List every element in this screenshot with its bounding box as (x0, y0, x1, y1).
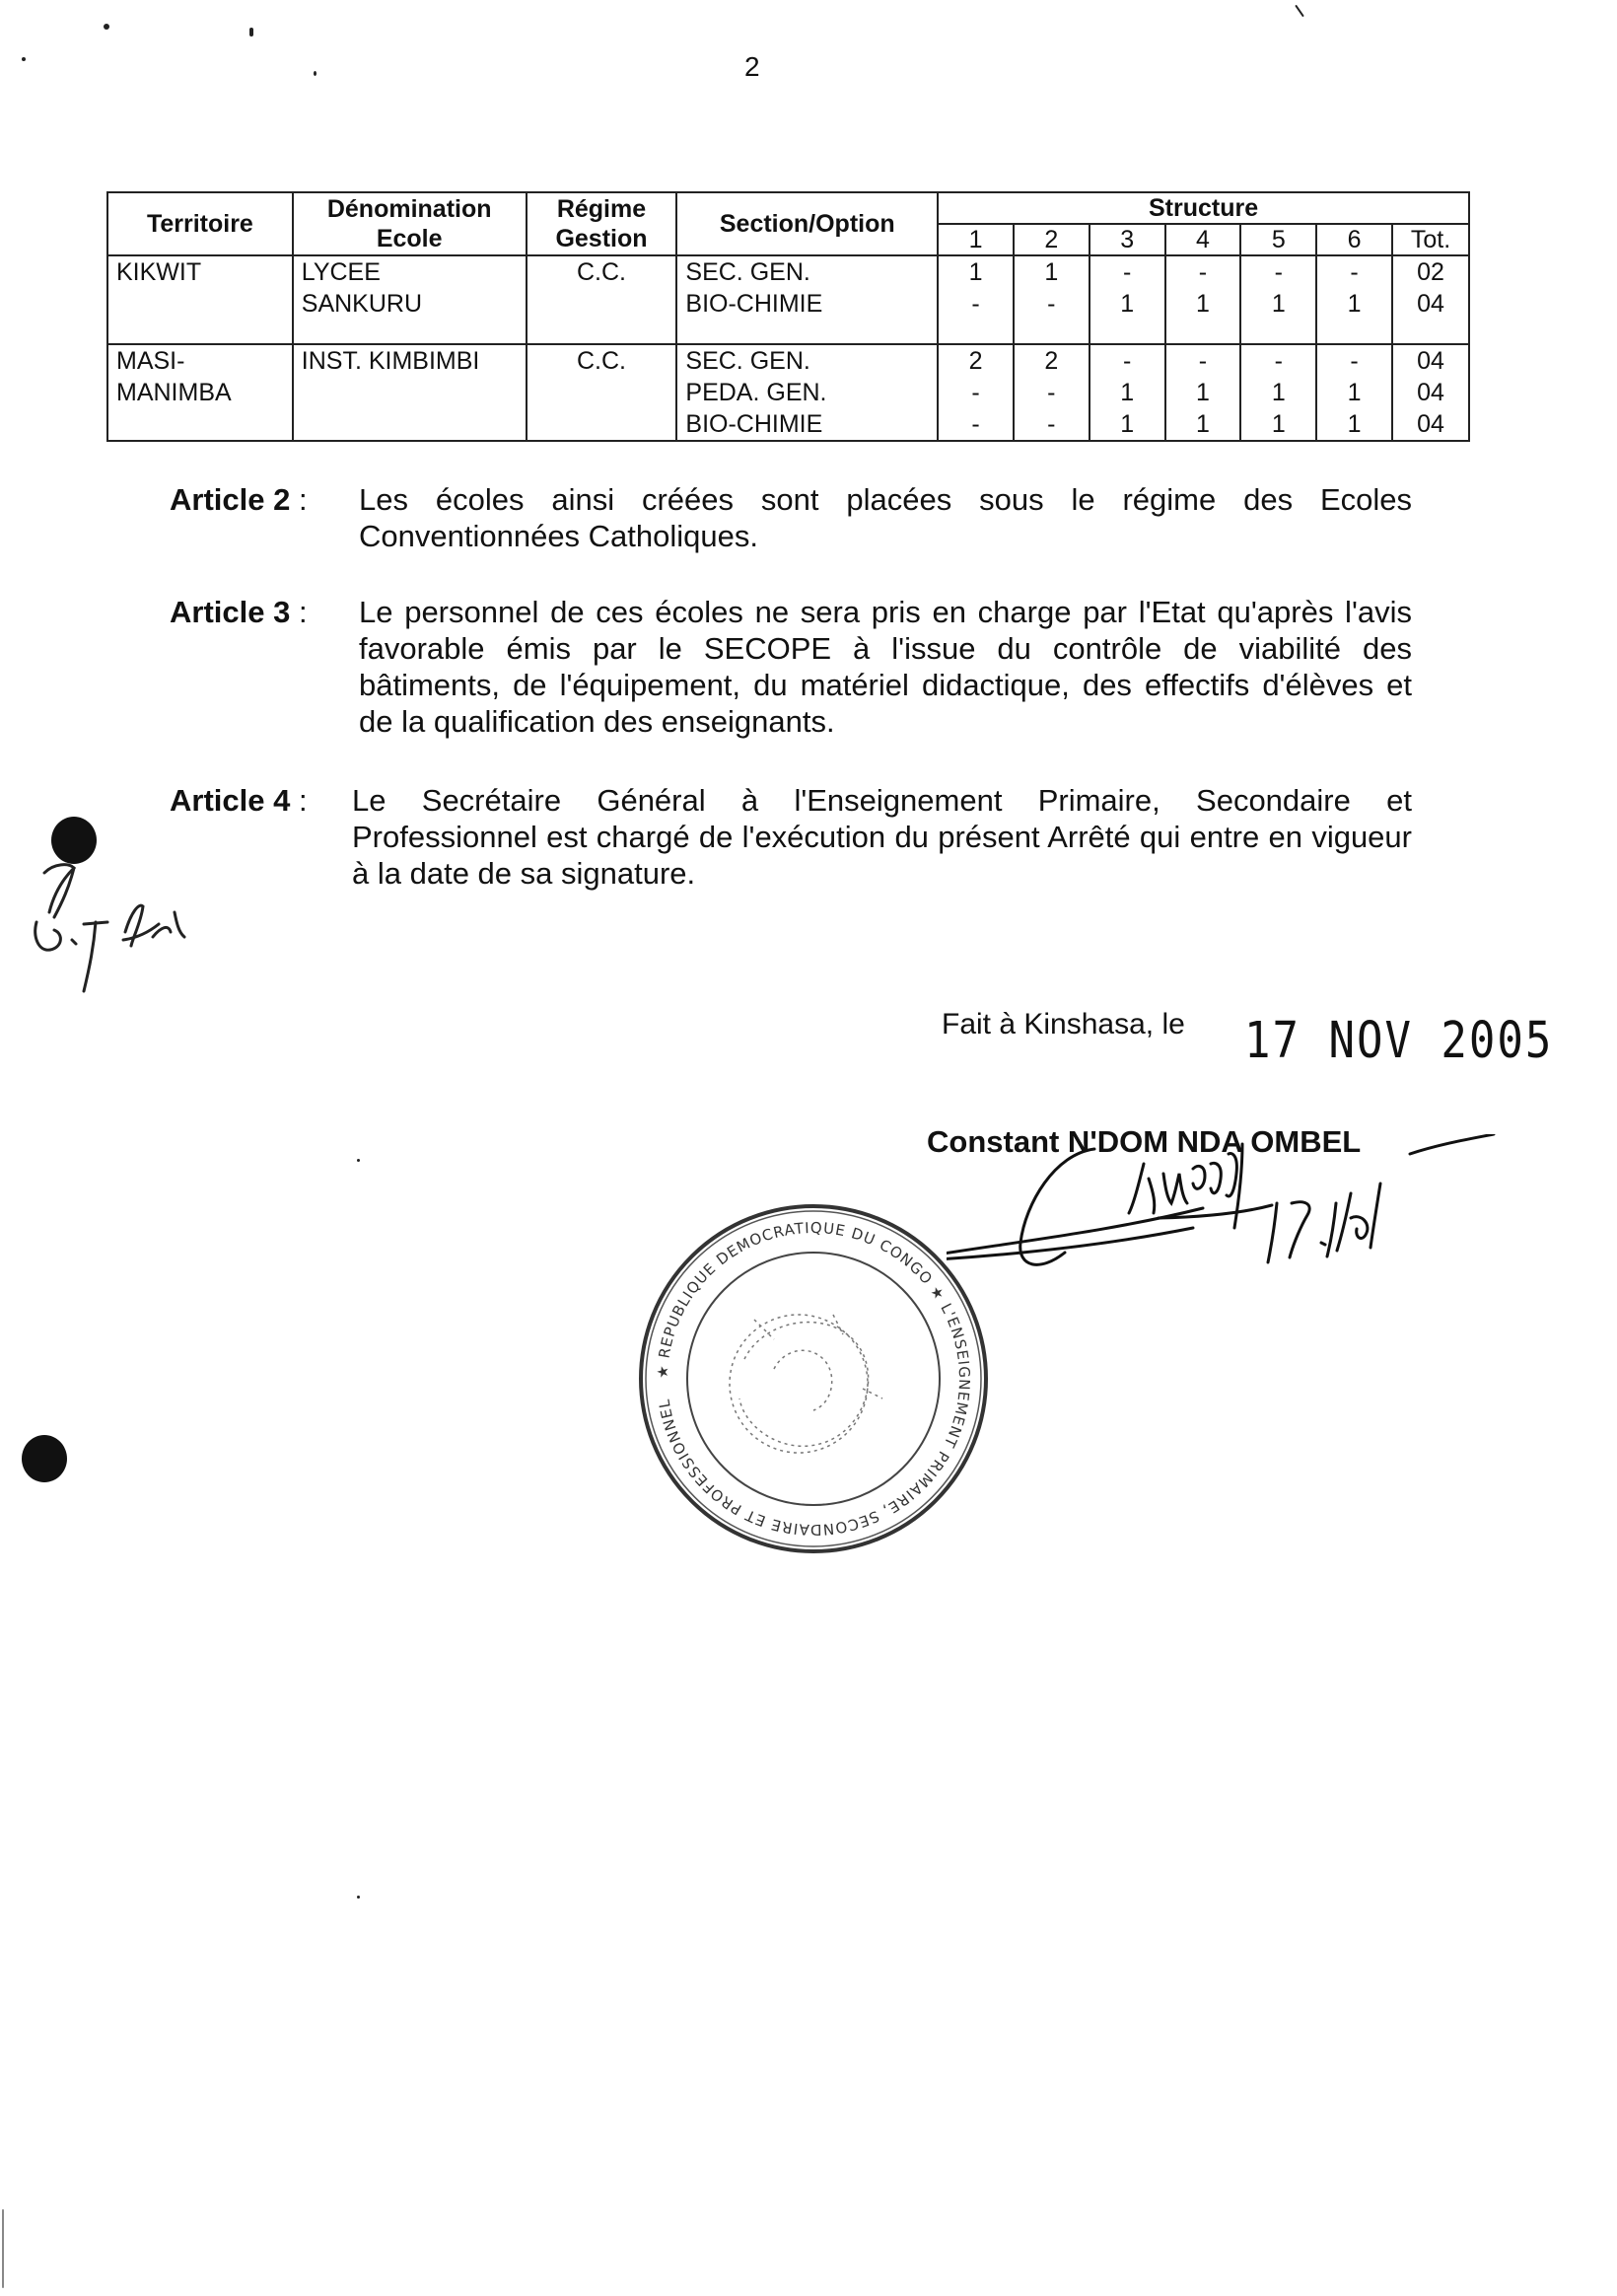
scan-speck (104, 24, 109, 30)
header-col-5: 5 (1240, 224, 1316, 255)
table-row-kikwit (107, 255, 1469, 344)
cell-sections: SEC. GEN. PEDA. GEN. BIO-CHIMIE (676, 344, 938, 441)
cell-structure-total: 04 04 04 (1392, 344, 1469, 441)
header-col-6: 6 (1316, 224, 1392, 255)
cell-structure-1: 2 - - (938, 344, 1014, 441)
cell-sections: SEC. GEN. BIO-CHIMIE (676, 255, 938, 344)
scan-speck (314, 71, 316, 76)
header-denomination: Dénomination Ecole (293, 192, 527, 255)
punch-hole-bottom (22, 1435, 67, 1482)
header-territoire: Territoire (107, 192, 293, 255)
cell-structure-4: - 1 (1165, 255, 1241, 344)
page-number: 2 (744, 51, 760, 82)
header-section: Section/Option (676, 192, 938, 255)
cell-structure-total: 02 04 (1392, 255, 1469, 344)
svg-text:★ REPUBLIQUE DEMOCRATIQUE DU C (654, 1219, 973, 1539)
scan-speck (249, 28, 253, 36)
cell-structure-3: - 1 (1090, 255, 1165, 344)
handwritten-signature (947, 1134, 1499, 1312)
cell-regime: C.C. (527, 344, 677, 441)
cell-regime: C.C. (527, 255, 677, 344)
cell-structure-2: 2 - - (1014, 344, 1090, 441)
scan-speck (1295, 5, 1304, 18)
cell-ecole: INST. KIMBIMBI (293, 344, 527, 441)
header-regime: Régime Gestion (527, 192, 677, 255)
header-col-3: 3 (1090, 224, 1165, 255)
cell-structure-6: - 1 1 (1316, 344, 1392, 441)
official-seal (636, 1201, 991, 1556)
cell-territoire: KIKWIT (107, 255, 293, 344)
cell-structure-5: - 1 (1240, 255, 1316, 344)
cell-ecole: LYCEE SANKURU (293, 255, 527, 344)
margin-initials-signature (15, 843, 192, 1001)
scan-speck (357, 1159, 360, 1162)
article-label: Article 3 : (170, 595, 308, 629)
header-col-1: 1 (938, 224, 1014, 255)
cell-structure-2: 1 - (1014, 255, 1090, 344)
article-text: Les écoles ainsi créées sont placées sous le régime des Ecoles Conventionnées Catholiques. (359, 482, 1412, 553)
date-stamp: 17 NOV 2005 (1244, 1012, 1554, 1070)
header-structure: Structure (938, 192, 1469, 224)
cell-structure-6: - 1 (1316, 255, 1392, 344)
table-row-masi-manimba (107, 344, 1469, 441)
signatory-name: Constant N'DOM NDA OMBEL (927, 1124, 1362, 1159)
table-header-row (107, 192, 1469, 224)
header-col-4: 4 (1165, 224, 1241, 255)
article-label: Article 4 : (170, 783, 308, 818)
cell-structure-5: - 1 1 (1240, 344, 1316, 441)
article-text: Le personnel de ces écoles ne sera pris en charge par l'Etat qu'après l'avis favorable émis par le SECOPE à l'issue du contrôle de viabilité des bâtiments, de l'équipement, du matériel didactique, des effectifs d'élèves et de la qualification des enseignants. (359, 595, 1412, 739)
cell-structure-1: 1 - (938, 255, 1014, 344)
scan-speck (357, 1896, 360, 1899)
scan-speck (2, 2209, 4, 2288)
header-col-2: 2 (1014, 224, 1090, 255)
cell-structure-4: - 1 1 (1165, 344, 1241, 441)
article-label: Article 2 : (170, 482, 308, 517)
seal-text: ★ REPUBLIQUE DEMOCRATIQUE DU CONGO ★ L'ENSEIGNEMENT PRIMAIRE, SECONDAIRE ET PROFESSIONNEL (653, 1218, 974, 1540)
schools-structure-table (106, 191, 1470, 442)
header-col-total: Tot. (1392, 224, 1469, 255)
cell-structure-3: - 1 1 (1090, 344, 1165, 441)
article-text: Le Secrétaire Général à l'Enseignement Primaire, Secondaire et Professionnel est chargé de l'exécution du présent Arrêté qui entre en vigueur à la date de sa signature. (352, 783, 1412, 891)
scan-speck (22, 57, 26, 61)
place-and-date-label: Fait à Kinshasa, le (942, 1008, 1185, 1040)
punch-hole-top (51, 817, 97, 864)
cell-territoire: MASI- MANIMBA (107, 344, 293, 441)
